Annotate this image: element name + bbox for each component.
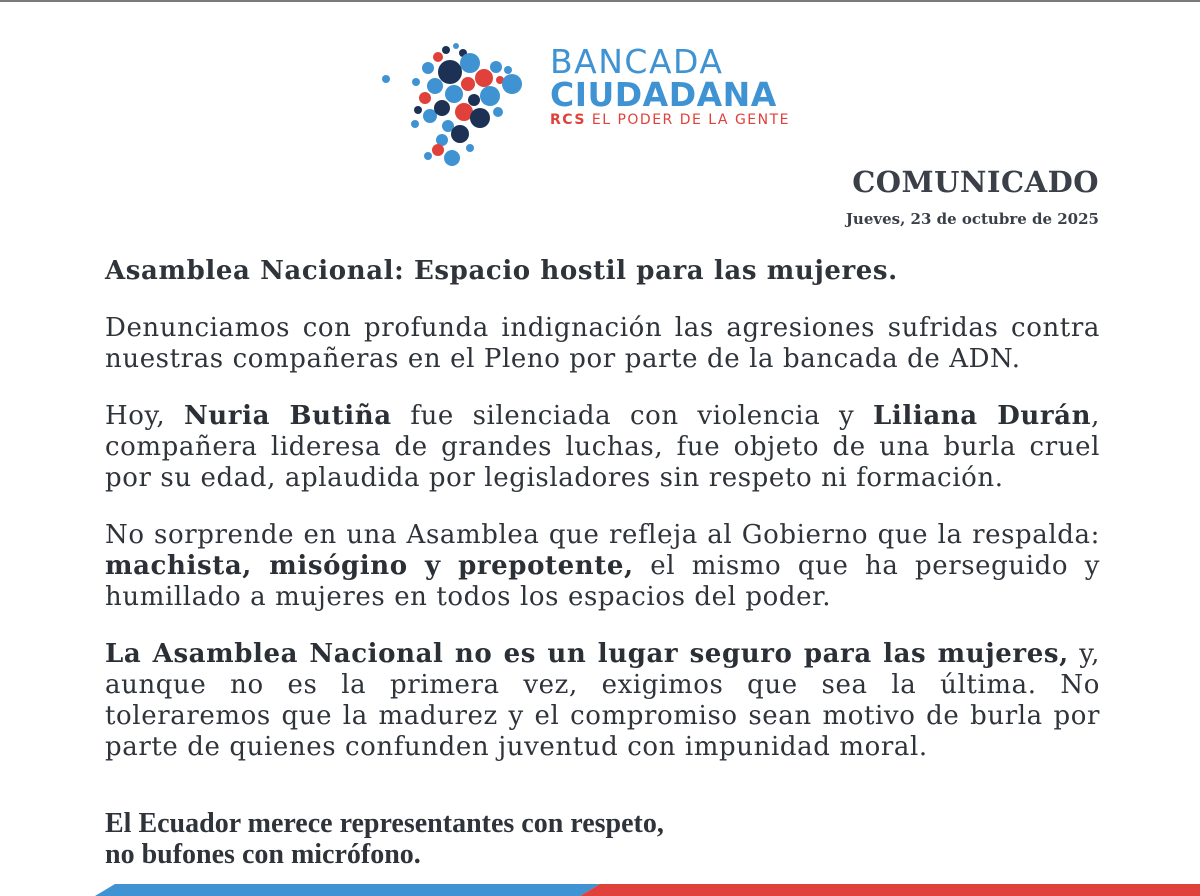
document-body (105, 256, 1100, 789)
bancada-ciudadana-logo-mark-icon (380, 38, 540, 172)
logo-line-ciudadana: CIUDADANA (550, 75, 777, 114)
headline: Asamblea Nacional: Espacio hostil para las mujeres. (105, 256, 898, 286)
name-nuria-butina: Nuria Butiña (183, 401, 392, 431)
logo-tagline (550, 111, 850, 129)
paragraph-3 (105, 520, 1100, 613)
logo-wordmark (550, 44, 850, 129)
closing-line-2: no bufones con micrófono. (105, 839, 421, 870)
closing-statement (105, 808, 664, 870)
paragraph-4 (105, 639, 1100, 763)
paragraph-2 (105, 401, 1100, 494)
logo-tagline-prefix: RCS (550, 112, 586, 128)
paragraph-2-text-c: , compañera lideresa de grandes luchas, fue objeto de una burla cruel por su edad, aplaudida por legisladores sin respeto ni formación. (105, 401, 1100, 493)
paragraph-3-text-a: No sorprende en una Asamblea que refleja al Gobierno que la respalda: (105, 520, 1100, 550)
footer-stripe (0, 878, 1200, 896)
logo-tagline-text: EL PODER DE LA GENTE (585, 112, 791, 128)
paragraph-3-emphasis: machista, misógino y prepotente, (105, 551, 634, 581)
document-date: Jueves, 23 de octubre de 2025 (845, 210, 1099, 228)
paragraph-4-text: y, aunque no es la primera vez, exigimos que sea la última. No toleraremos que la madurez y el compromiso sean motivo de burla por parte de quienes confunden juventud con impunidad moral. (105, 639, 1100, 762)
closing-line-1: El Ecuador merece representantes con respeto, (105, 808, 664, 839)
paragraph-2-text-b: fue silenciada con violencia y (391, 401, 874, 431)
paragraph-3-text-b: el mismo que ha perseguido y humillado a mujeres en todos los espacios del poder. (105, 551, 1100, 612)
document-title: COMUNICADO (852, 165, 1099, 199)
top-rule (0, 0, 1200, 2)
paragraph-2-text-a: Hoy, (105, 401, 184, 431)
name-liliana-duran: Liliana Durán (873, 401, 1092, 431)
paragraph-1: Denunciamos con profunda indignación las agresiones sufridas contra nuestras compañeras en el Pleno por parte de la bancada de ADN. (105, 313, 1100, 374)
logo-line-bancada: BANCADA (550, 42, 724, 81)
paragraph-4-emphasis: La Asamblea Nacional no es un lugar seguro para las mujeres, (105, 639, 1069, 669)
